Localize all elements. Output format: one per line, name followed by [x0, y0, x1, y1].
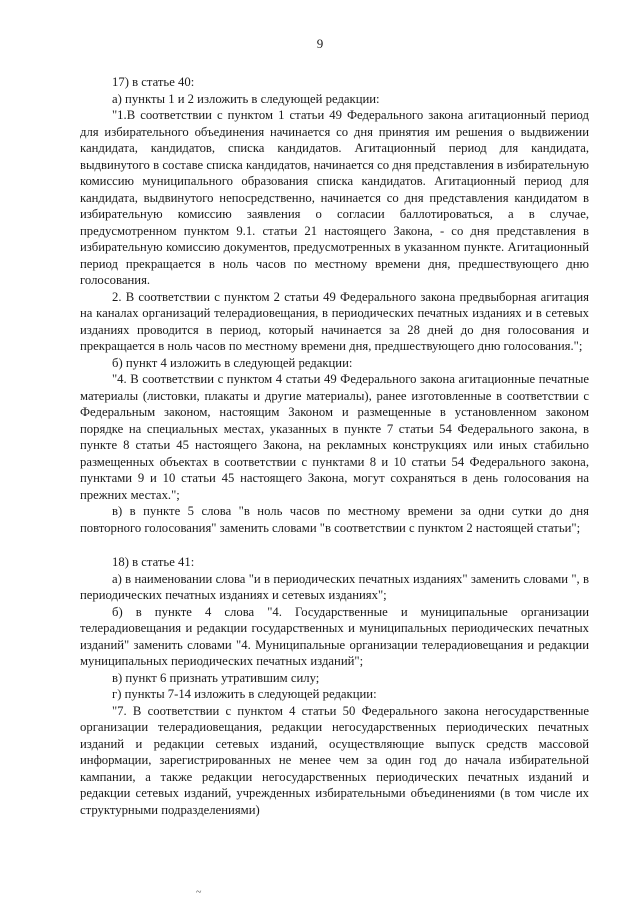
paragraph-gap [80, 536, 589, 554]
paragraph-quote-2: 2. В соответствии с пунктом 2 статьи 49 Федерального закона предвыборная агитация на каналах организаций телерадиовещания, в периодических печатных изданиях и в сетевых изданиях проводится в период, который начинается за 28 дней до дня голосования и прекращается в ноль часов по местному времени дня, предшествующего дню голосования."; [80, 289, 589, 353]
paragraph-quote-4: "4. В соответствии с пунктом 4 статьи 49 Федерального закона агитационные печатные материалы (листовки, плакаты и другие материалы), ранее изготовленные в соответствии с Федеральным законом, настоящим Законом и размещенные в установленном законом порядке на специальных местах, указанных в пункте 7 статьи 54 Федерального закона, в пункте 8 статьи 45 настоящего Закона, на рекламных конструкциях или иных стабильно размещенных объектах в соответствии с пунктами 8 и 10 статьи 54 Федерального закона, пунктами 9 и 10 статьи 45 настоящего Закона, могут сохраняться в день голосования на прежних местах."; [80, 372, 589, 502]
page-number: 9 [316, 36, 324, 51]
paragraph-18-subitem-b: б) в пункте 4 слова "4. Государственные и муниципальные организации телерадиовещания и редакции государственных и муниципальных периодических печатных изданий" заменить словами "4. Муниципальные организации телерадиовещания и редакции муниципальных периодических печатных изданий"; [80, 604, 589, 668]
paragraph-18-subitem-v: в) пункт 6 признать утратившим силу; [112, 670, 320, 685]
scan-mark: ~ [196, 887, 202, 898]
paragraph-subitem-a: а) пункты 1 и 2 изложить в следующей редакции: [112, 91, 380, 106]
paragraph-quote-1: "1.В соответствии с пунктом 1 статьи 49 Федерального закона агитационный период для избирательного объединения начинается со дня принятия им решения о выдвижении кандидата, кандидатов, списка кандидатов. Агитационный период для кандидата, выдвинутого в составе списка кандидатов, начинается со дня представления в избирательную комиссию муниципального образования списка кандидатов. Агитационный период для кандидата, выдвинутого непосредственно, начинается со дня представления кандидатом в избирательную комиссию заявления о согласии баллотироваться, а в случае, предусмотренном пунктом 9.1. статьи 21 настоящего Закона, - со дня представления в избирательную комиссию документов, предусмотренных в указанном пункте. Агитационный период прекращается в ноль часов по местному времени дня, предшествующего дню голосования. [80, 108, 589, 287]
paragraph-subitem-v: в) в пункте 5 слова "в ноль часов по местному времени за одни сутки до дня повторного голосования" заменить словами "в соответствии с пунктом 2 настоящей статьи"; [80, 504, 589, 535]
paragraph-subitem-b: б) пункт 4 изложить в следующей редакции: [112, 355, 353, 370]
document-body [80, 74, 589, 818]
paragraph-quote-7: "7. В соответствии с пунктом 4 статьи 50 Федерального закона негосударственные организации телерадиовещания, редакции негосударственных периодических печатных изданий и редакции сетевых изданий, осуществляющие выпуск средств массовой информации, зарегистрированных не менее чем за один год до начала избирательной кампании, а также редакции негосударственных периодических печатных изданий и редакции сетевых изданий, учрежденных избирательными объединениями (в том числе их структурными подразделениями) [80, 703, 589, 817]
paragraph-item-17: 17) в статье 40: [112, 75, 195, 89]
paragraph-18-subitem-a: а) в наименовании слова "и в периодических печатных изданиях" заменить словами ", в периодических печатных изданиях и сетевых изданиях"; [80, 571, 589, 602]
paragraph-item-18: 18) в статье 41: [112, 555, 195, 569]
paragraph-18-subitem-g: г) пункты 7-14 изложить в следующей редакции: [112, 687, 377, 701]
